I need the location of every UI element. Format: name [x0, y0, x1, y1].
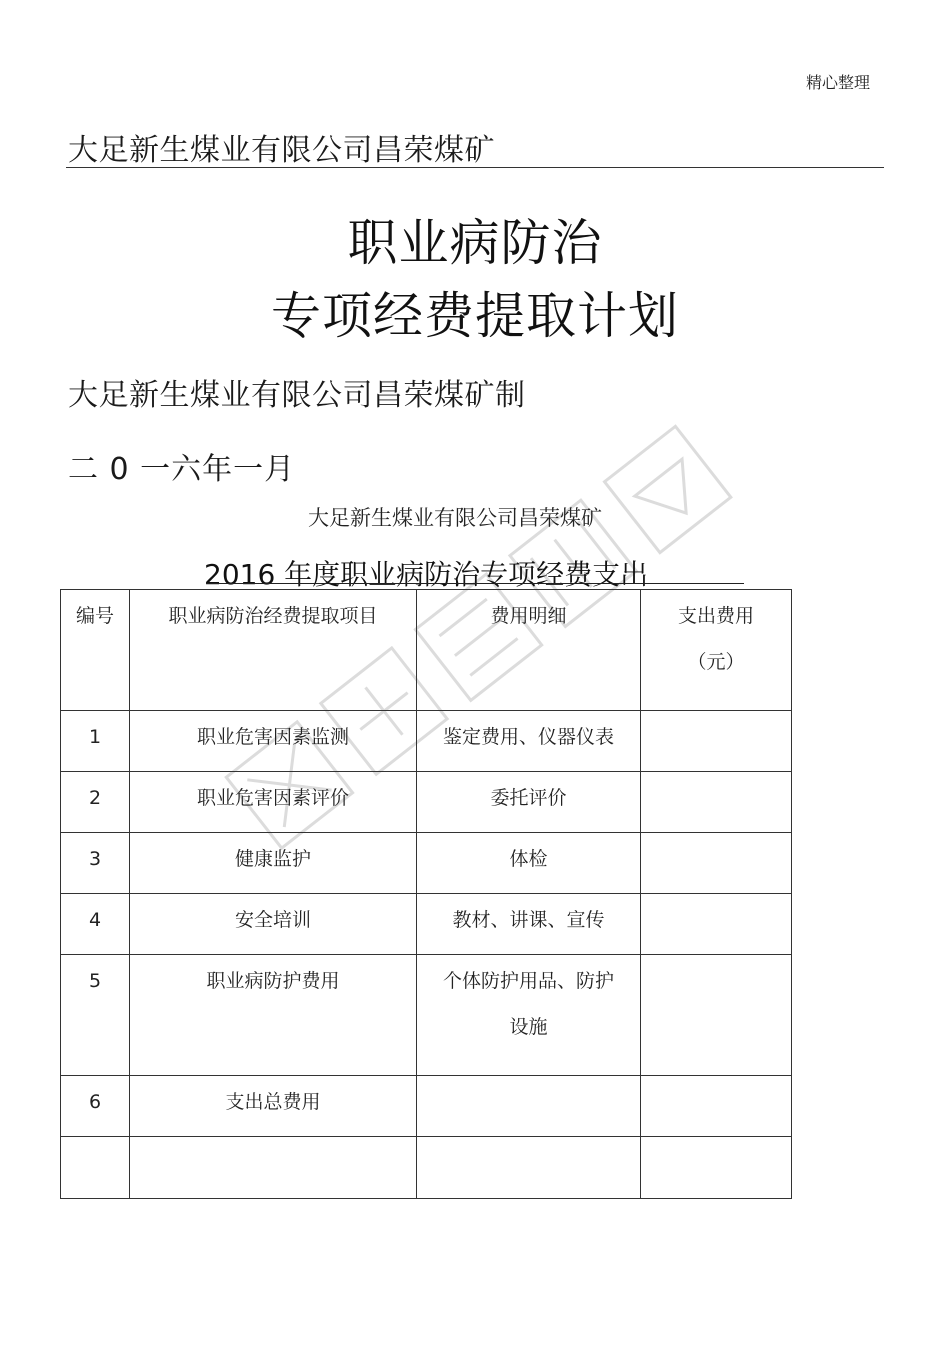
header-cost	[641, 590, 792, 711]
date-line: 二 0 一六年一月	[68, 452, 296, 487]
company-header: 大足新生煤业有限公司昌荣煤矿	[68, 133, 495, 168]
table-row	[61, 955, 792, 1076]
table-title: 2016 年度职业病防治专项经费支出	[204, 558, 649, 591]
header-detail-label: 费用明细	[490, 605, 567, 627]
row-cost	[641, 711, 791, 714]
main-title-line-2: 专项经费提取计划	[271, 287, 679, 345]
row-detail: 个体防护用品、防护	[442, 970, 614, 992]
row-number: 1	[88, 726, 102, 748]
table-row-empty	[61, 1137, 792, 1199]
producer-line: 大足新生煤业有限公司昌荣煤矿制	[68, 378, 526, 413]
row-cost	[641, 833, 791, 836]
header-divider	[66, 167, 884, 168]
table-row	[61, 833, 792, 894]
header-number-label: 编号	[75, 605, 114, 627]
row-number: 5	[88, 970, 102, 992]
empty-cell	[61, 1137, 130, 1199]
row-cost	[641, 1076, 791, 1079]
row-number: 6	[88, 1091, 102, 1113]
table-row	[61, 1076, 792, 1137]
row-detail: 教材、讲课、宣传	[452, 909, 605, 931]
row-cost	[641, 772, 791, 775]
empty-cell	[641, 1137, 792, 1199]
watermark-text: 精心整理	[806, 73, 871, 92]
header-cost-unit: （元）	[687, 651, 745, 673]
row-item: 支出总费用	[225, 1091, 321, 1113]
row-item: 安全培训	[234, 909, 311, 931]
table-header-row	[61, 590, 792, 711]
row-item: 职业危害因素评价	[196, 787, 349, 809]
row-cost	[641, 955, 791, 958]
row-detail: 鉴定费用、仪器仪表	[442, 726, 614, 748]
row-item: 职业病防护费用	[206, 970, 340, 992]
header-item	[130, 590, 417, 711]
row-detail-continued: 设施	[509, 1016, 548, 1038]
row-cost	[641, 894, 791, 897]
empty-cell	[130, 1137, 417, 1199]
table-row	[61, 711, 792, 772]
header-cost-label: 支出费用	[677, 605, 754, 627]
row-item: 健康监护	[234, 848, 311, 870]
row-number: 3	[88, 848, 102, 870]
table-title-underline	[206, 583, 744, 584]
row-detail	[417, 1076, 640, 1079]
row-detail: 体检	[509, 848, 548, 870]
table-row	[61, 772, 792, 833]
header-number	[61, 590, 130, 711]
expense-table	[60, 589, 792, 1199]
empty-cell	[417, 1137, 641, 1199]
main-title-line-1: 职业病防治	[347, 214, 603, 272]
row-detail: 委托评价	[490, 787, 567, 809]
header-detail	[417, 590, 641, 711]
row-item: 职业危害因素监测	[196, 726, 349, 748]
header-item-label: 职业病防治经费提取项目	[168, 605, 378, 627]
table-row	[61, 894, 792, 955]
table-company-name: 大足新生煤业有限公司昌荣煤矿	[308, 506, 602, 530]
row-number: 2	[88, 787, 102, 809]
row-number: 4	[88, 909, 102, 931]
